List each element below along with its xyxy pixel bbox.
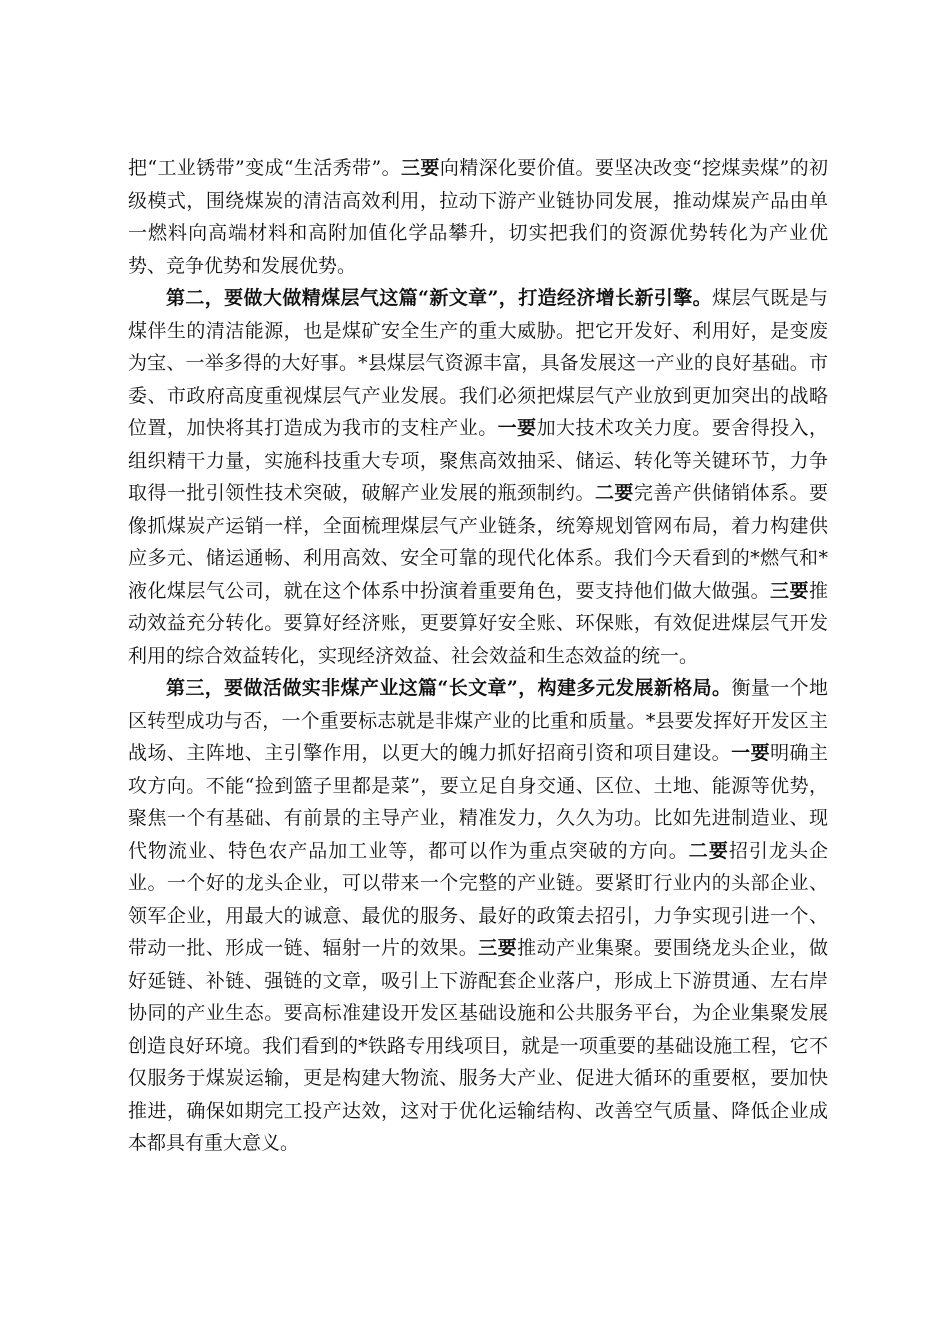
paragraph-3-keyword-er-yao: 二要 (688, 839, 729, 862)
paragraph-3 (128, 672, 828, 1160)
paragraph-1-text: 向精深化要价值。要坚决改变“挖煤卖煤”的初级模式，围绕煤炭的清洁高效利用，拉动下游产业链协同发展，推动煤炭产品由单一燃料向高端材料和高附加值化学品攀升，切实把我们的资源优势转化为产业优势、竞争优势和发展优势。 (128, 157, 828, 277)
paragraph-2-keyword-yi-yao: 一要 (497, 417, 537, 439)
paragraph-3-text: 明确主攻方向。不能“捡到篮子里都是菜”，要立足自身交通、区位、土地、能源等优势，聚焦一个有基础、有前景的主导产业，精准发力，久久为功。比如先进制造业、现代物流业、特色农产品加工业等，都可以作为重点突破的方向。 (128, 742, 828, 862)
paragraph-2-keyword-er-yao: 二要 (594, 482, 634, 504)
paragraph-3-keyword-yi-yao: 一要 (731, 742, 771, 764)
paragraph-2-text: 完善产供储销体系。要像抓煤炭产运销一样，全面梳理煤层气产业链条，统筹规划管网布局，着力构建供应多元、储运通畅、利用高效、安全可靠的现代化体系。我们今天看到的*燃气和*液化煤层气公司，就在这个体系中扮演着重要角色，要支持他们做大做强。 (128, 482, 828, 602)
paragraph-2-text: 加大技术攻关力度。要舍得投入，组织精干力量，实施科技重大专项，聚焦高效抽采、储运、转化等关键环节，力争取得一批引领性技术突破，破解产业发展的瓶颈制约。 (128, 417, 828, 504)
paragraph-2-heading: 第二，要做大做精煤层气这篇“新文章”，打造经济增长新引擎。 (166, 287, 713, 309)
paragraph-3-text: 衡量一个地区转型成功与否，一个重要标志就是非煤产业的比重和质量。*县要发挥好开发区主战场、主阵地、主引擎作用，以更大的魄力抓好招商引资和项目建设。 (128, 677, 828, 764)
paragraph-2 (128, 282, 828, 672)
document-page (128, 152, 828, 1160)
paragraph-2-keyword-san-yao: 三要 (770, 579, 809, 602)
paragraph-3-text: 推动产业集聚。要围绕龙头企业，做好延链、补链、强链的文章，吸引上下游配套企业落户，形成上下游贯通、左右岸协同的产业生态。要高标准建设开发区基础设施和公共服务平台，为企业集聚发展创造良好环境。我们看到的*铁路专用线项目，就是一项重要的基础设施工程，它不仅服务于煤炭运输，更是构建大物流、服务大产业、促进大循环的重要枢，要加快推进，确保如期完工投产达效，这对于优化运输结构、改善空气质量、降低企业成本都具有重大意义。 (128, 937, 828, 1154)
paragraph-3-keyword-san-yao: 三要 (478, 937, 518, 959)
paragraph-2-text: 推动效益充分转化。要算好经济账，更要算好安全账、环保账，有效促进煤层气开发利用的综合效益转化，实现经济效益、社会效益和生态效益的统一。 (128, 579, 828, 667)
paragraph-3-text: 招引龙头企业。一个好的龙头企业，可以带来一个完整的产业链。要紧盯行业内的头部企业、领军企业，用最大的诚意、最优的服务、最好的政策去招引，力争实现引进一个、带动一批、形成一链、辐射一片的效果。 (128, 839, 828, 959)
paragraph-2-text: 煤层气既是与煤伴生的清洁能源，也是煤矿安全生产的重大威胁。把它开发好、利用好，是变废为宝、一举多得的大好事。*县煤层气资源丰富，具备发展这一产业的良好基础。市委、市政府高度重视煤层气产业发展。我们必须把煤层气产业放到更加突出的战略位置，加快将其打造成为我市的支柱产业。 (128, 287, 828, 439)
paragraph-3-heading: 第三，要做活做实非煤产业这篇“长文章”，构建多元发展新格局。 (166, 677, 732, 699)
paragraph-1 (128, 152, 828, 282)
paragraph-1-text: 把“工业锈带”变成“生活秀带”。 (128, 157, 402, 179)
paragraph-1-keyword-san-yao: 三要 (401, 157, 440, 179)
